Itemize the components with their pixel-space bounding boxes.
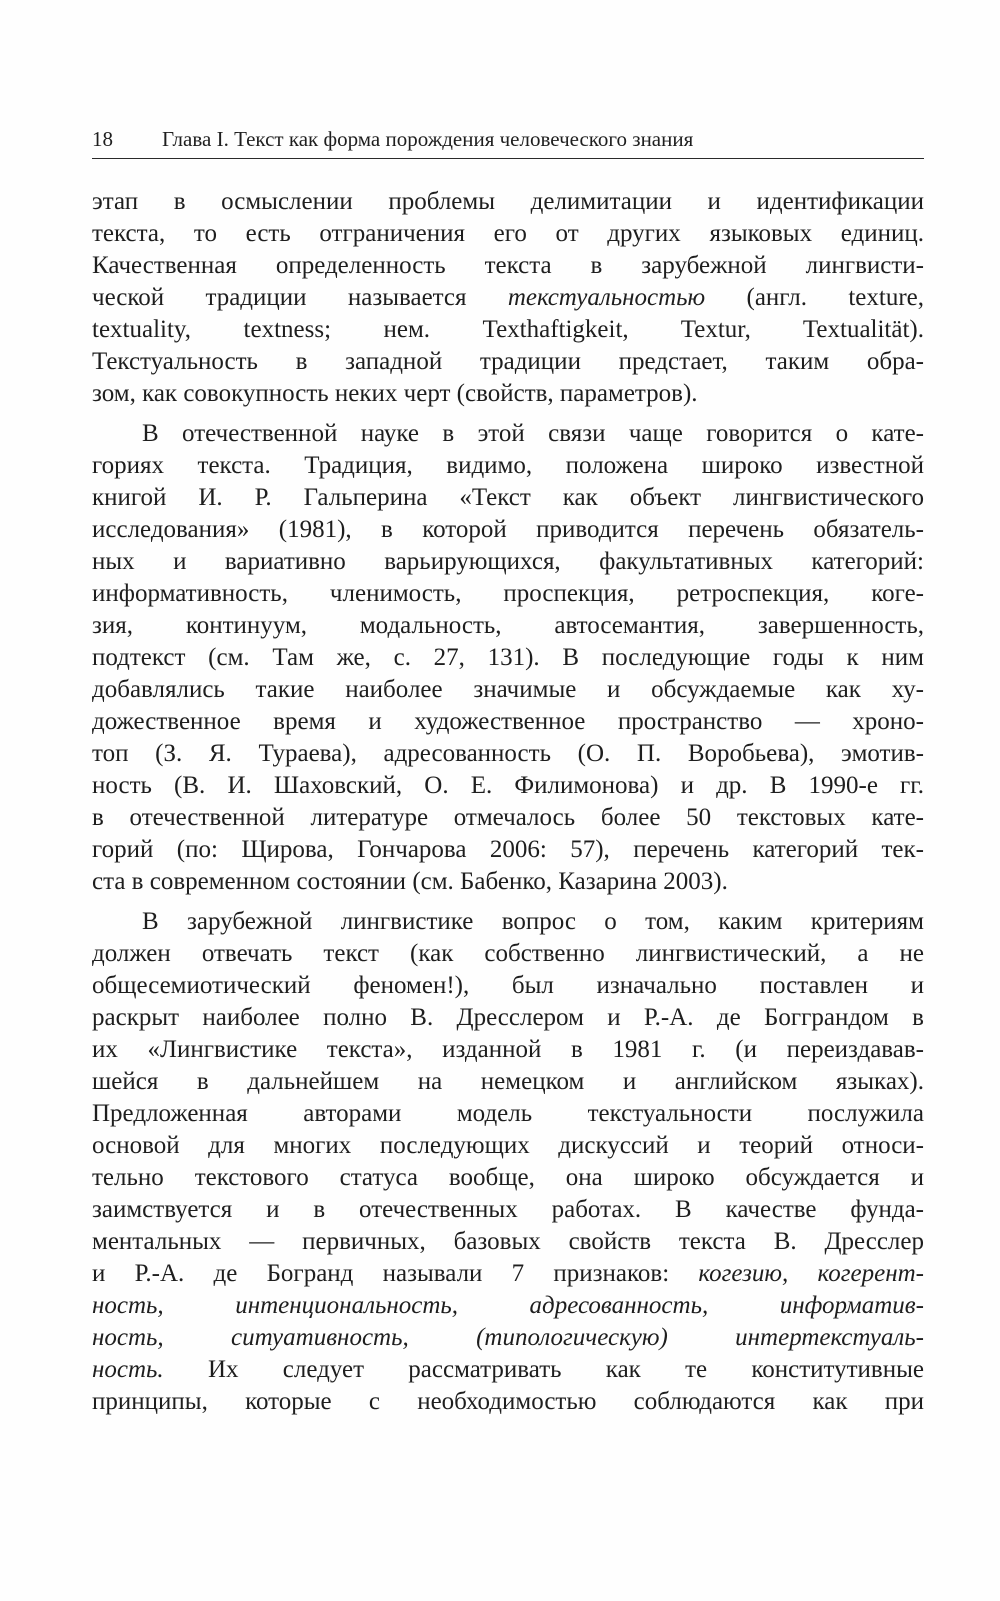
text-line: добавлялись такие наиболее значимые и обсуждаемые как ху- [92,676,924,703]
text-line: должен отвечать текст (как собственно лингвистический, а не [92,940,924,967]
body-text [92,186,924,1418]
chapter-title: Глава I. Текст как форма порождения человеческого знания [162,127,694,151]
text-line: заимствуется и в отечественных работах. В качестве фунда- [92,1196,924,1223]
text-line: зом, как совокупность неких черт (свойств, параметров). [92,380,698,407]
text-line: горий (по: Щирова, Гончарова 2006: 57), перечень категорий тек- [92,836,924,863]
text-line: шейся в дальнейшем на немецком и английском языках). [92,1068,924,1095]
text-line: подтекст (см. Там же, с. 27, 131). В последующие годы к ним [92,644,924,671]
text-line: исследования» (1981), в которой приводится перечень обязатель- [92,516,924,543]
text-line: их «Лингвистике текста», изданной в 1981 г. (и переиздавав- [92,1036,924,1063]
text-run: Их следует рассматривать как те конститутивные [163,1356,924,1383]
text-line: ных и вариативно варьирующихся, факультативных категорий: [92,548,924,575]
text-line: Качественная определенность текста в зарубежной лингвисти- [92,252,924,279]
text-line: раскрыт наиболее полно В. Дресслером и Р.-А. де Богграндом в [92,1004,924,1031]
page-number: 18 [92,127,113,151]
text-line: Предложенная авторами модель текстуальности послужила [92,1100,924,1127]
text-line [92,1290,924,1322]
text-line [92,1258,924,1290]
text-line: этап в осмыслении проблемы делимитации и идентификации [92,188,924,215]
text-run: ческой традиции называется [92,284,508,311]
text-line: информативность, членимость, проспекция, ретроспекция, коге- [92,580,924,607]
text-run: и Р.-А. де Богранд называли 7 признаков: [92,1260,699,1287]
text-line: ментальных — первичных, базовых свойств текста В. Дресслер [92,1228,924,1255]
italic-term: ность. [92,1356,164,1383]
italic-term: ность, ситуативность, (типологическую) интертекстуаль- [92,1324,924,1351]
text-line: В отечественной науке в этой связи чаще говорится о кате- [142,420,924,447]
text-line: ста в современном состоянии (см. Бабенко, Казарина 2003). [92,868,728,895]
text-line: текста, то есть отграничения его от других языковых единиц. [92,220,924,247]
text-line: книгой И. Р. Гальперина «Текст как объект лингвистического [92,484,924,511]
text-line: тельно текстового статуса вообще, она широко обсуждается и [92,1164,924,1191]
text-line: принципы, которые с необходимостью соблюдаются как при [92,1388,924,1415]
running-head [92,122,924,159]
text-line [92,1354,924,1386]
italic-term: текстуальностью [507,284,706,311]
text-line: Текстуальность в западной традиции предстает, таким обра- [92,348,924,375]
text-line: гориях текста. Традиция, видимо, положена широко известной [92,452,924,479]
text-line: зия, континуум, модальность, автосемантия, завершенность, [92,612,924,639]
text-line: общесемиотический феномен!), был изначально поставлен и [92,972,924,999]
text-line: В зарубежной лингвистике вопрос о том, каким критериям [142,908,924,935]
text-line [92,1322,924,1354]
text-line: ность (В. И. Шаховский, О. Е. Филимонова) и др. В 1990-е гг. [92,772,924,799]
text-line: дожественное время и художественное пространство — хроно- [92,708,924,735]
text-line: в отечественной литературе отмечалось более 50 текстовых кате- [92,804,924,831]
italic-term: ность, интенциональность, адресованность, информатив- [92,1292,924,1319]
italic-term: когезию, когерент- [698,1260,924,1287]
text-line [92,282,924,314]
text-line: основой для многих последующих дискуссий и теорий относи- [92,1132,924,1159]
text-run: (англ. texture, [705,284,924,311]
text-line: textuality, textness; нем. Texthaftigkeit, Textur, Textualität). [92,316,924,343]
text-line: топ (З. Я. Тураева), адресованность (О. П. Воробьева), эмотив- [92,740,924,767]
